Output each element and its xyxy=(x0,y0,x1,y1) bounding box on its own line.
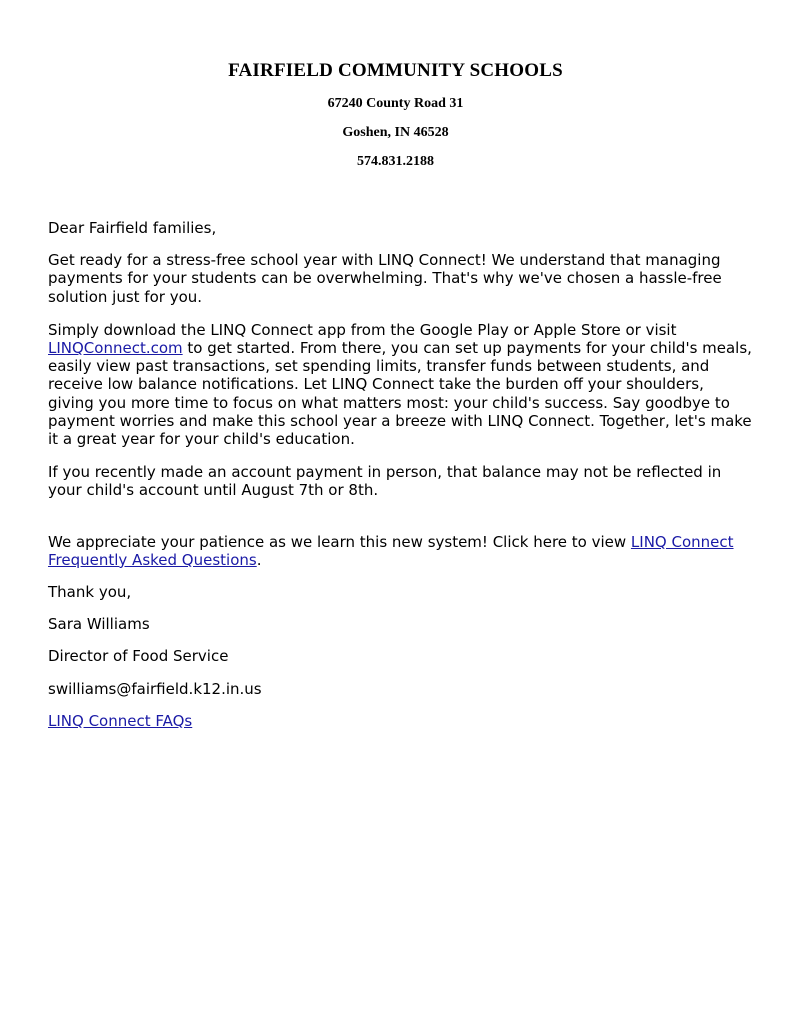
school-address: 67240 County Road 31 xyxy=(327,96,464,111)
paragraph-payment-note: If you recently made an account payment in person, that balance may not be reflected in your child's account until August 7th or 8th. xyxy=(48,463,722,500)
faq-inline-link[interactable]: LINQ Connect Frequently Asked Questions xyxy=(48,532,734,569)
signer-email: swilliams@fairfield.k12.in.us xyxy=(48,679,262,698)
linqconnect-website-link[interactable]: LINQConnect.com xyxy=(48,339,183,358)
greeting: Dear Fairfield families, xyxy=(48,219,217,237)
school-phone: 574.831.2188 xyxy=(357,154,434,169)
paragraph-instructions xyxy=(48,321,753,448)
closing: Thank you, xyxy=(48,583,132,602)
signer-name: Sara Williams xyxy=(48,615,150,634)
school-city: Goshen, IN 46528 xyxy=(342,125,449,140)
paragraph-faq-lead: We appreciate your patience as we learn this new system! Click here to view xyxy=(48,532,631,551)
paragraph-faq-end: . xyxy=(256,550,262,569)
paragraph-faq xyxy=(48,533,753,569)
signer-title: Director of Food Service xyxy=(48,647,229,666)
paragraph-instructions-lead: Simply download the LINQ Connect app from the Google Play or Apple Store or visit xyxy=(48,320,677,339)
letterhead xyxy=(0,58,791,171)
letter-body xyxy=(48,219,753,730)
paragraph-instructions-rest: to get started. From there, you can set up payments for your child's meals, easily view past transactions, set spending limits, transfer funds between students, and receive low balance notifications. Let LINQ Connect take the burden off your shoulders, giving you more time to focus on what matters most: your child's success. Say goodbye to payment worries and make this school year a breeze with LINQ Connect. Together, let's make it a great year for your child's education. xyxy=(48,339,752,449)
faq-footer xyxy=(48,712,753,730)
school-name: FAIRFIELD COMMUNITY SCHOOLS xyxy=(228,60,563,81)
faq-footer-link[interactable]: LINQ Connect FAQs xyxy=(48,711,193,730)
paragraph-intro: Get ready for a stress-free school year with LINQ Connect! We understand that managing payments for your students can be overwhelming. That's why we've chosen a hassle-free solution just for you. xyxy=(48,251,722,306)
